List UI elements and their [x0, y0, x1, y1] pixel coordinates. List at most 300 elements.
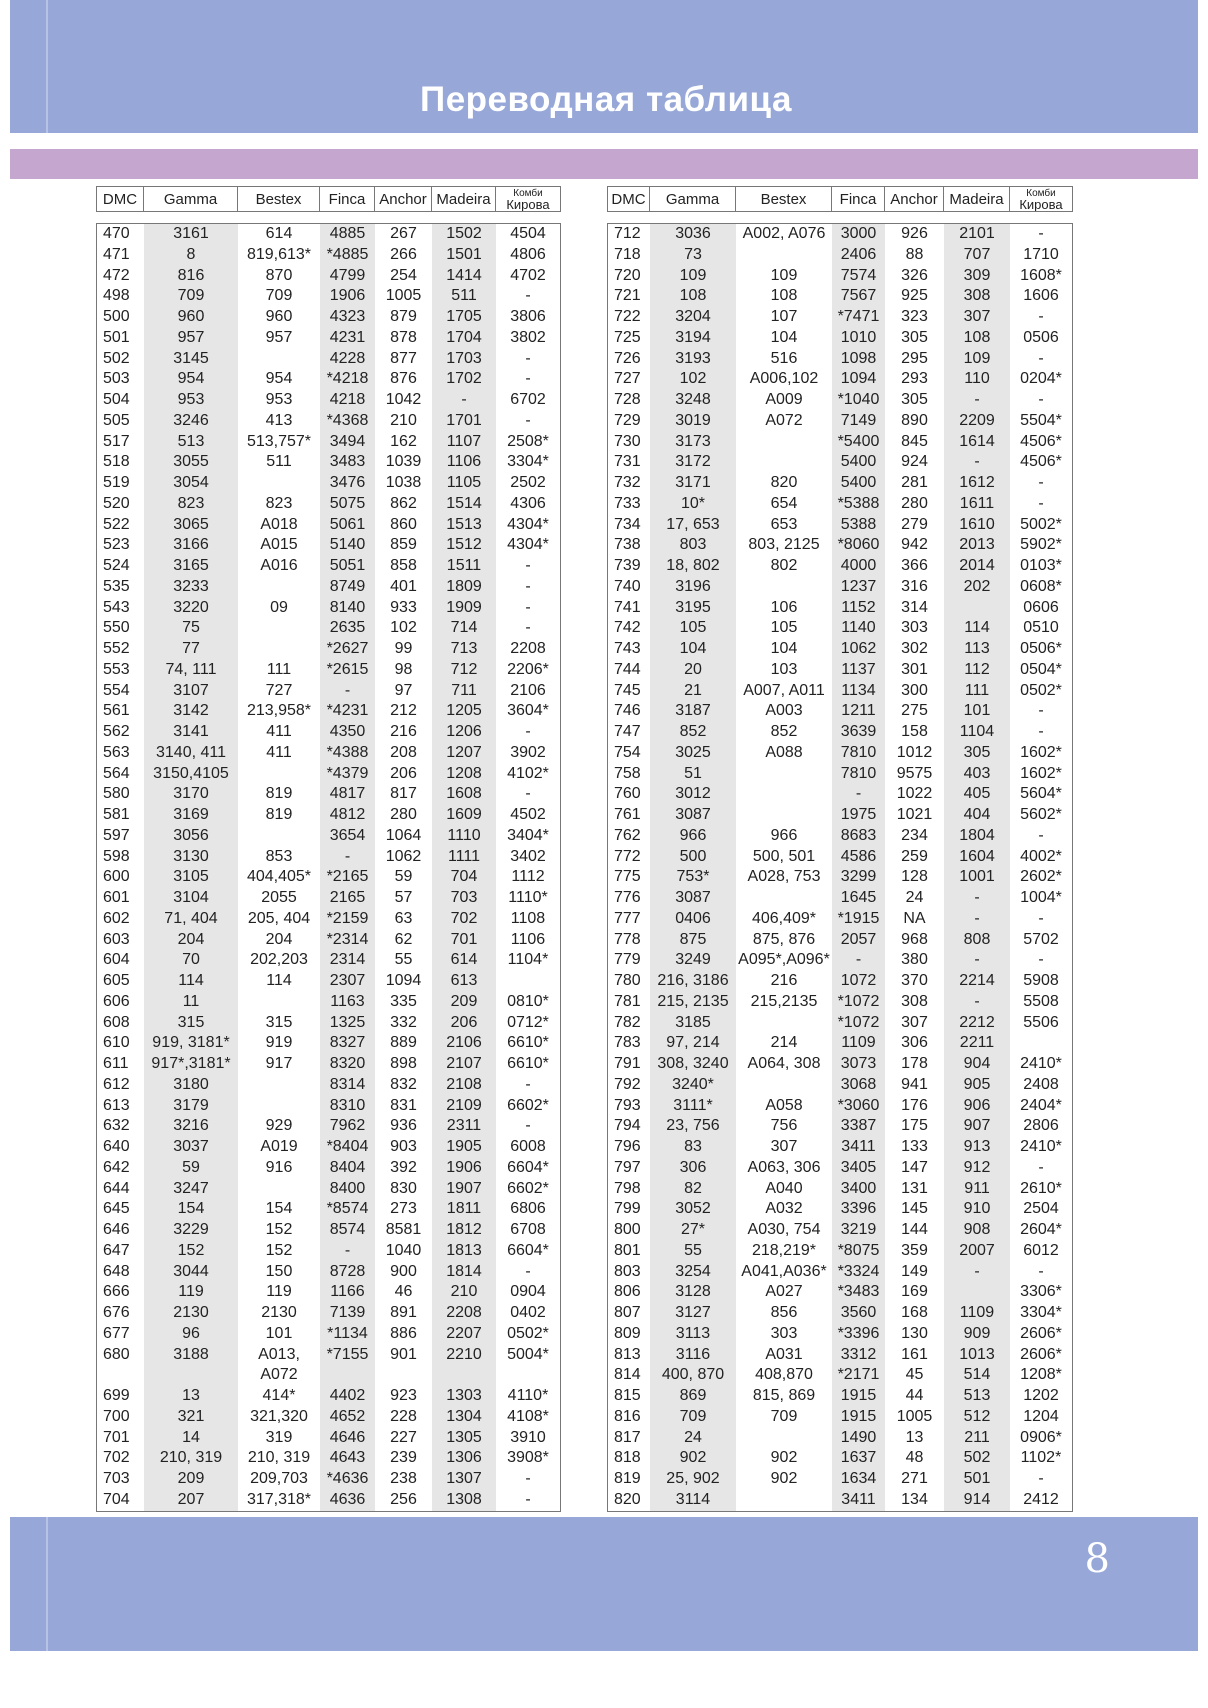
cell-dmc: 813 [608, 1345, 650, 1366]
cell-kirova: 3806 [496, 307, 560, 328]
cell-anchor: 128 [885, 867, 944, 888]
cell-dmc: 498 [97, 286, 144, 307]
cell-anchor: 63 [375, 909, 432, 930]
cell-kirova: - [1010, 1469, 1072, 1490]
cell-dmc: 604 [97, 950, 144, 971]
col-bestex: Bestex [736, 187, 832, 211]
cell-anchor: 305 [885, 390, 944, 411]
cell-madeira: 613 [432, 971, 496, 992]
table-row [97, 245, 560, 266]
cell-gamma: 321 [144, 1407, 238, 1428]
cell-bestex: A032 [736, 1199, 832, 1220]
cell-bestex: 414* [238, 1386, 320, 1407]
cell-madeira: 206 [432, 1013, 496, 1034]
cell-madeira: 2214 [944, 971, 1010, 992]
cell-anchor: 280 [885, 494, 944, 515]
cell-madeira: 309 [944, 266, 1010, 287]
cell-gamma: 966 [650, 826, 736, 847]
cell-finca: 1152 [832, 598, 885, 619]
cell-dmc: 722 [608, 307, 650, 328]
cell-madeira: 906 [944, 1096, 1010, 1117]
cell-kirova: 6602* [496, 1179, 560, 1200]
cell-anchor: 335 [375, 992, 432, 1013]
table-row [608, 909, 1072, 930]
cell-anchor: 131 [885, 1179, 944, 1200]
cell-dmc: 518 [97, 452, 144, 473]
cell-dmc: 754 [608, 743, 650, 764]
table-body [96, 223, 561, 1512]
table-row [97, 328, 560, 349]
cell-gamma: 14 [144, 1428, 238, 1449]
cell-dmc: 814 [608, 1365, 650, 1386]
cell-bestex: 413 [238, 411, 320, 432]
cell-gamma: 3065 [144, 515, 238, 536]
cell-gamma: 500 [650, 847, 736, 868]
cell-madeira: 1208 [432, 764, 496, 785]
cell-gamma: 954 [144, 369, 238, 390]
cell-dmc: 500 [97, 307, 144, 328]
cell-finca: 4812 [320, 805, 375, 826]
cell-dmc: 721 [608, 286, 650, 307]
cell-anchor: 890 [885, 411, 944, 432]
cell-anchor: 923 [375, 1386, 432, 1407]
cell-bestex: 205, 404 [238, 909, 320, 930]
cell-dmc: 600 [97, 867, 144, 888]
table-row [97, 1469, 560, 1490]
cell-madeira: 713 [432, 639, 496, 660]
cell-madeira: 1604 [944, 847, 1010, 868]
cell-finca: *1915 [832, 909, 885, 930]
cell-kirova: 2604* [1010, 1220, 1072, 1241]
cell-dmc: 517 [97, 432, 144, 453]
table-row [608, 1490, 1072, 1511]
footer-band [10, 1517, 1198, 1651]
table-row [97, 681, 560, 702]
cell-bestex: 152 [238, 1241, 320, 1262]
cell-madeira: 910 [944, 1199, 1010, 1220]
table-row [97, 1282, 560, 1303]
cell-gamma: 315 [144, 1013, 238, 1034]
cell-kirova: 0402 [496, 1303, 560, 1324]
cell-gamma: 96 [144, 1324, 238, 1345]
cell-kirova: - [1010, 701, 1072, 722]
cell-anchor: 830 [375, 1179, 432, 1200]
cell-anchor: 832 [375, 1075, 432, 1096]
cell-madeira: 1511 [432, 556, 496, 577]
cell-bestex: A030, 754 [736, 1220, 832, 1241]
cell-anchor: 24 [885, 888, 944, 909]
cell-madeira: 1701 [432, 411, 496, 432]
cell-finca: 1140 [832, 618, 885, 639]
cell-gamma: 77 [144, 639, 238, 660]
table-row [97, 1199, 560, 1220]
cell-anchor: 1038 [375, 473, 432, 494]
cell-dmc: 732 [608, 473, 650, 494]
cell-kirova: 1112 [496, 867, 560, 888]
cell-madeira: 1306 [432, 1448, 496, 1469]
cell-finca: 8320 [320, 1054, 375, 1075]
cell-anchor: 145 [885, 1199, 944, 1220]
cell-gamma: 109 [650, 266, 736, 287]
table-row [608, 349, 1072, 370]
table-row [608, 722, 1072, 743]
cell-dmc: 803 [608, 1262, 650, 1283]
cell-kirova: - [496, 286, 560, 307]
table-row [608, 1013, 1072, 1034]
cell-anchor: 889 [375, 1033, 432, 1054]
cell-bestex: 919 [238, 1033, 320, 1054]
cell-bestex [736, 577, 832, 598]
cell-gamma: 3170 [144, 784, 238, 805]
col-kirova-line1: Комби [1026, 188, 1056, 199]
table-row [608, 1303, 1072, 1324]
cell-gamma: 21 [650, 681, 736, 702]
table-row [608, 266, 1072, 287]
cell-finca: 5140 [320, 535, 375, 556]
table-row [97, 1179, 560, 1200]
cell-dmc: 553 [97, 660, 144, 681]
cell-madeira: 403 [944, 764, 1010, 785]
cell-kirova: - [496, 577, 560, 598]
cell-gamma: 8 [144, 245, 238, 266]
cell-anchor: 860 [375, 515, 432, 536]
table-row [608, 556, 1072, 577]
cell-bestex: 105 [736, 618, 832, 639]
table-row [608, 1241, 1072, 1262]
cell-anchor: 130 [885, 1324, 944, 1345]
cell-madeira: 1111 [432, 847, 496, 868]
cell-gamma: 3142 [144, 701, 238, 722]
cell-kirova: 1208* [1010, 1365, 1072, 1386]
cell-madeira: 1609 [432, 805, 496, 826]
cell-bestex: 101 [238, 1324, 320, 1345]
cell-kirova: 4110* [496, 1386, 560, 1407]
cell-finca: *4636 [320, 1469, 375, 1490]
cell-anchor: 392 [375, 1158, 432, 1179]
cell-bestex: 820 [736, 473, 832, 494]
table-row [608, 950, 1072, 971]
cell-anchor: 323 [885, 307, 944, 328]
cell-kirova: - [496, 598, 560, 619]
cell-anchor: 238 [375, 1469, 432, 1490]
cell-gamma: 3044 [144, 1262, 238, 1283]
cell-finca: *7471 [832, 307, 885, 328]
cell-anchor: 259 [885, 847, 944, 868]
cell-kirova: 5504* [1010, 411, 1072, 432]
cell-madeira: 1305 [432, 1428, 496, 1449]
cell-kirova: 0608* [1010, 577, 1072, 598]
cell-gamma: 3187 [650, 701, 736, 722]
cell-kirova: 3910 [496, 1428, 560, 1449]
cell-finca: 1634 [832, 1469, 885, 1490]
cell-bestex: 870 [238, 266, 320, 287]
table-row [97, 971, 560, 992]
cell-gamma: 82 [650, 1179, 736, 1200]
cell-bestex: A007, A011 [736, 681, 832, 702]
cell-dmc: 602 [97, 909, 144, 930]
cell-bestex [736, 1490, 832, 1511]
cell-finca: 4646 [320, 1428, 375, 1449]
cell-kirova: 3902 [496, 743, 560, 764]
table-row [97, 909, 560, 930]
cell-finca: 8140 [320, 598, 375, 619]
cell-finca: 3476 [320, 473, 375, 494]
cell-bestex [736, 432, 832, 453]
cell-bestex: 756 [736, 1116, 832, 1137]
cell-dmc: 720 [608, 266, 650, 287]
cell-finca: *2615 [320, 660, 375, 681]
cell-finca: 7139 [320, 1303, 375, 1324]
cell-gamma: 105 [650, 618, 736, 639]
cell-dmc: 605 [97, 971, 144, 992]
cell-bestex: A003 [736, 701, 832, 722]
cell-finca: 7962 [320, 1116, 375, 1137]
cell-finca: 4799 [320, 266, 375, 287]
cell-gamma: 83 [650, 1137, 736, 1158]
cell-bestex: 209,703 [238, 1469, 320, 1490]
cell-finca: *3324 [832, 1262, 885, 1283]
cell-gamma: 3166 [144, 535, 238, 556]
cell-madeira: 1812 [432, 1220, 496, 1241]
cell-madeira: 1001 [944, 867, 1010, 888]
cell-kirova: 5004* [496, 1345, 560, 1366]
cell-finca: 4350 [320, 722, 375, 743]
cell-bestex: 957 [238, 328, 320, 349]
table-row [97, 369, 560, 390]
cell-anchor: 280 [375, 805, 432, 826]
table-row [97, 1448, 560, 1469]
cell-madeira: 113 [944, 639, 1010, 660]
cell-kirova: - [1010, 349, 1072, 370]
page-title: Переводная таблица [420, 80, 792, 119]
cell-bestex: 960 [238, 307, 320, 328]
cell-madeira: 1414 [432, 266, 496, 287]
cell-finca: 3639 [832, 722, 885, 743]
cell-dmc: 666 [97, 1282, 144, 1303]
cell-madeira: 501 [944, 1469, 1010, 1490]
cell-gamma: 73 [650, 245, 736, 266]
cell-anchor: 936 [375, 1116, 432, 1137]
table-row [608, 618, 1072, 639]
cell-bestex: 307 [736, 1137, 832, 1158]
cell-gamma: 3204 [650, 307, 736, 328]
cell-bestex: 819 [238, 784, 320, 805]
cell-finca: 4586 [832, 847, 885, 868]
cell-gamma: 3128 [650, 1282, 736, 1303]
cell-finca: *1134 [320, 1324, 375, 1345]
col-gamma: Gamma [144, 187, 238, 211]
col-finca: Finca [320, 187, 375, 211]
cell-dmc: 742 [608, 618, 650, 639]
cell-finca: 1906 [320, 286, 375, 307]
table-row [608, 1116, 1072, 1137]
table-row [97, 1324, 560, 1345]
cell-gamma: 23, 756 [650, 1116, 736, 1137]
cell-bestex [238, 764, 320, 785]
table-row [608, 224, 1072, 245]
cell-madeira: 1304 [432, 1407, 496, 1428]
cell-finca: 7810 [832, 743, 885, 764]
col-gamma: Gamma [650, 187, 736, 211]
cell-finca: 1975 [832, 805, 885, 826]
cell-madeira: 2209 [944, 411, 1010, 432]
cell-finca: 5051 [320, 556, 375, 577]
cell-dmc: 777 [608, 909, 650, 930]
table-row [97, 847, 560, 868]
cell-bestex: 500, 501 [736, 847, 832, 868]
cell-anchor: 44 [885, 1386, 944, 1407]
cell-anchor: 307 [885, 1013, 944, 1034]
cell-dmc: 800 [608, 1220, 650, 1241]
cell-gamma: 104 [650, 639, 736, 660]
cell-madeira: 2108 [432, 1075, 496, 1096]
cell-dmc: 776 [608, 888, 650, 909]
cell-finca: 1325 [320, 1013, 375, 1034]
cell-bestex: A009 [736, 390, 832, 411]
col-dmc: DMC [97, 187, 144, 211]
cell-kirova: - [1010, 307, 1072, 328]
cell-finca: 8314 [320, 1075, 375, 1096]
cell-kirova: 0502* [496, 1324, 560, 1345]
cell-bestex: 107 [736, 307, 832, 328]
cell-madeira: 2101 [944, 224, 1010, 245]
cell-dmc: 676 [97, 1303, 144, 1324]
cell-bestex: 815, 869 [736, 1386, 832, 1407]
cell-dmc: 796 [608, 1137, 650, 1158]
cell-bestex: 215,2135 [736, 992, 832, 1013]
cell-anchor: 1094 [375, 971, 432, 992]
cell-madeira: 1205 [432, 701, 496, 722]
cell-gamma: 27* [650, 1220, 736, 1241]
table-row [97, 867, 560, 888]
cell-finca: 3405 [832, 1158, 885, 1179]
cell-anchor: 370 [885, 971, 944, 992]
page-number: 8 [1084, 1536, 1110, 1582]
cell-dmc: 552 [97, 639, 144, 660]
cell-kirova: 2206* [496, 660, 560, 681]
cell-anchor: 9575 [885, 764, 944, 785]
cell-dmc: 818 [608, 1448, 650, 1469]
cell-gamma [144, 1365, 238, 1386]
cell-anchor: 212 [375, 701, 432, 722]
cell-dmc: 562 [97, 722, 144, 743]
cell-madeira: 907 [944, 1116, 1010, 1137]
cell-bestex: 856 [736, 1303, 832, 1324]
cell-finca: *1072 [832, 1013, 885, 1034]
table-row [97, 307, 560, 328]
cell-finca: *2171 [832, 1365, 885, 1386]
cell-dmc: 739 [608, 556, 650, 577]
cell-finca: 1166 [320, 1282, 375, 1303]
cell-bestex: 104 [736, 639, 832, 660]
cell-anchor: 234 [885, 826, 944, 847]
cell-kirova: 1608* [1010, 266, 1072, 287]
cell-bestex: 315 [238, 1013, 320, 1034]
cell-bestex: 2130 [238, 1303, 320, 1324]
cell-finca: - [320, 1241, 375, 1262]
cell-kirova: 5702 [1010, 930, 1072, 951]
cell-madeira: 2207 [432, 1324, 496, 1345]
cell-dmc: 730 [608, 432, 650, 453]
table-row [608, 930, 1072, 951]
cell-gamma: 957 [144, 328, 238, 349]
cell-kirova: 2606* [1010, 1345, 1072, 1366]
cell-bestex: 853 [238, 847, 320, 868]
cell-gamma: 902 [650, 1448, 736, 1469]
cell-gamma: 3019 [650, 411, 736, 432]
cell-gamma: 3107 [144, 681, 238, 702]
cell-finca: 8404 [320, 1158, 375, 1179]
table-row [608, 1365, 1072, 1386]
cell-madeira: 2007 [944, 1241, 1010, 1262]
cell-anchor: 161 [885, 1345, 944, 1366]
cell-bestex: A015 [238, 535, 320, 556]
cell-kirova: 6806 [496, 1199, 560, 1220]
table-row [608, 328, 1072, 349]
cell-finca: 1072 [832, 971, 885, 992]
cell-dmc: 648 [97, 1262, 144, 1283]
cell-anchor: 877 [375, 349, 432, 370]
cell-gamma: 3193 [650, 349, 736, 370]
table-row [608, 660, 1072, 681]
cell-anchor: 924 [885, 452, 944, 473]
table-row [97, 577, 560, 598]
cell-bestex: 216 [736, 971, 832, 992]
conversion-table-right [607, 186, 1073, 1512]
table-row [608, 452, 1072, 473]
cell-finca [320, 1365, 375, 1386]
table-row [608, 432, 1072, 453]
cell-dmc: 554 [97, 681, 144, 702]
cell-madeira: 914 [944, 1490, 1010, 1511]
table-row [608, 1262, 1072, 1283]
cell-gamma: 210, 319 [144, 1448, 238, 1469]
cell-finca: 5388 [832, 515, 885, 536]
cell-gamma: 51 [650, 764, 736, 785]
cell-dmc: 470 [97, 224, 144, 245]
cell-madeira: 112 [944, 660, 1010, 681]
cell-gamma: 55 [650, 1241, 736, 1262]
table-row [97, 1365, 560, 1386]
cell-anchor: 306 [885, 1033, 944, 1054]
cell-gamma: 3012 [650, 784, 736, 805]
cell-dmc: 645 [97, 1199, 144, 1220]
cell-kirova: - [1010, 1158, 1072, 1179]
cell-gamma: 869 [650, 1386, 736, 1407]
cell-bestex: 2055 [238, 888, 320, 909]
table-row [608, 577, 1072, 598]
cell-bestex: 111 [238, 660, 320, 681]
cell-anchor: 1039 [375, 452, 432, 473]
cell-anchor: 1005 [375, 286, 432, 307]
cell-gamma: 3036 [650, 224, 736, 245]
table-row [97, 1407, 560, 1428]
cell-anchor: 57 [375, 888, 432, 909]
cell-madeira: 2208 [432, 1303, 496, 1324]
cell-bestex: A040 [736, 1179, 832, 1200]
cell-madeira: 202 [944, 577, 1010, 598]
cell-gamma: 3229 [144, 1220, 238, 1241]
cell-dmc: 519 [97, 473, 144, 494]
table-row [97, 826, 560, 847]
cell-madeira: 1104 [944, 722, 1010, 743]
cell-gamma: 108 [650, 286, 736, 307]
cell-kirova: 3908* [496, 1448, 560, 1469]
cell-anchor: 208 [375, 743, 432, 764]
cell-bestex: A072 [736, 411, 832, 432]
cell-madeira: 1106 [432, 452, 496, 473]
cell-gamma: 59 [144, 1158, 238, 1179]
